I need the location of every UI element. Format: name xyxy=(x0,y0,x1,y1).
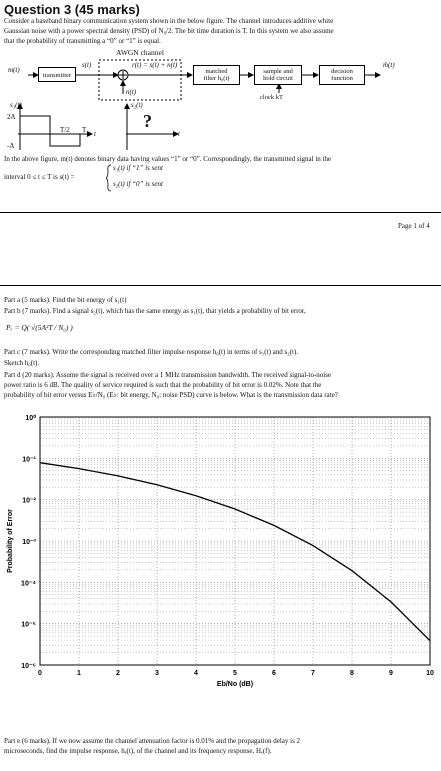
sample-hold-block xyxy=(254,65,302,85)
x-tick-label: 5 xyxy=(233,670,237,677)
x-tick-label: 6 xyxy=(272,670,276,677)
received-signal-label: r(t) = s(t) + n(t) xyxy=(132,61,178,69)
x-tick-label: 0 xyxy=(38,670,42,677)
x-tick-label: 4 xyxy=(194,670,198,677)
matched-filter-line-1: matched xyxy=(205,68,228,75)
y-tick-label: 10⁰ xyxy=(25,415,36,422)
transmitter-block: transmitter xyxy=(38,67,76,82)
x-axis-label: Eb/No (dB) xyxy=(216,681,254,688)
s2-time-axis: t xyxy=(178,130,180,138)
matched-filter-block xyxy=(193,65,240,85)
x-tick-label: 1 xyxy=(77,670,81,677)
s1-amplitude-negative: -A xyxy=(7,142,15,150)
page-separator-top xyxy=(0,212,441,213)
signal-description-line-1: In the above figure, m(t) denotes binary data having values “1” or “0”. Correspondingly, the transmitted signal in the xyxy=(4,155,332,163)
part-d-line-2: power ratio is 6 dB. The quality of service required is such that the probability of bit error is 0.02%. Note that the xyxy=(4,381,322,389)
part-c-line-2: Sketch h₀(t). xyxy=(4,359,40,367)
part-c-line-1: Part c (7 marks). Write the corresponding matched filter impulse response h₀(t) in terms of s₁(t) and s₂(t). xyxy=(4,348,299,356)
y-tick-label: 10⁻⁴ xyxy=(21,580,36,588)
signal-case-1: s₁(t) if “1” is sent xyxy=(113,164,163,172)
y-tick-label: 10⁻² xyxy=(22,497,36,505)
output-estimate-label: m̂(t) xyxy=(383,61,395,69)
part-e-line-1: Part e (6 marks). If we now assume the channel attenuation factor is 0.01% and the propagation delay is 2 xyxy=(4,737,301,745)
part-d-line-3: probability of bit error versus E♭/N₀ (E♭: bit energy, N₀: noise PSD) curve is below. What is the transmission data rate? xyxy=(4,391,338,399)
s1-time-axis: t xyxy=(94,130,96,138)
decision-line-1: decision xyxy=(331,68,353,75)
transmitted-signal-label: s(t) xyxy=(82,61,92,69)
s1-amplitude-positive: 2A xyxy=(7,113,16,121)
ber-chart xyxy=(0,405,441,725)
y-tick-label: 10⁻⁶ xyxy=(21,663,36,670)
page-separator-bottom xyxy=(0,285,441,286)
sample-hold-line-1: sample and xyxy=(263,68,293,75)
x-tick-label: 9 xyxy=(389,670,393,677)
x-tick-label: 8 xyxy=(350,670,354,677)
part-e-line-2: microseconds, find the impulse response, hₑ(t), of the channel and its frequency response, Hₑ(f). xyxy=(4,747,272,755)
y-tick-label: 10⁻⁵ xyxy=(21,621,36,629)
x-tick-label: 2 xyxy=(116,670,120,677)
s1-axis-label: s₁(t) xyxy=(10,101,22,109)
clock-label: clock kT xyxy=(260,94,283,101)
part-d-line-1: Part d (20 marks). Assume the signal is received over a 1 MHz transmission bandwidth. The received signal-to-noise xyxy=(4,371,332,379)
decision-function-block xyxy=(319,65,365,85)
s1-half-period-tick: T/2 xyxy=(60,126,70,134)
piecewise-brace xyxy=(106,164,112,192)
noise-label: n(t) xyxy=(126,88,137,96)
question-title: Question 3 (45 marks) xyxy=(4,2,140,17)
input-message-label: m(t) xyxy=(8,66,20,74)
sample-hold-line-2: hold circuit xyxy=(263,75,293,82)
decision-line-2: function xyxy=(331,75,353,82)
part-b-formula: Pₑ = Q( √(5A²T / N₀) ) xyxy=(6,323,73,332)
signal-description-line-2: interval 0 ≤ t ≤ T is s(t) = xyxy=(4,173,75,181)
y-tick-label: 10⁻¹ xyxy=(22,456,36,464)
part-a: Part a (5 marks). Find the bit energy of s₁(t) xyxy=(4,296,127,304)
intro-line-3: that the probability of transmitting a “0” or “1” is equal. xyxy=(4,37,161,45)
x-tick-label: 7 xyxy=(311,670,315,677)
intro-line-2: Gaussian noise with a power spectral density (PSD) of N₀/2. The bit time duration is T. In this system we also assume xyxy=(4,27,334,35)
matched-filter-line-2: filter h₀(t) xyxy=(203,75,230,82)
awgn-channel-label: AWGN channel xyxy=(116,48,164,57)
s1-period-tick: T xyxy=(82,126,87,134)
x-tick-label: 3 xyxy=(155,670,159,677)
s2-axis-label: s₂(t) xyxy=(131,101,143,109)
intro-line-1: Consider a baseband binary communication system shown in the below figure. The channel introduces additive white xyxy=(4,17,334,25)
x-tick-label: 10 xyxy=(426,670,434,677)
signal-case-2: s₂(t) if “0” is sent xyxy=(113,180,163,188)
page-number: Page 1 of 4 xyxy=(398,222,430,230)
y-tick-label: 10⁻³ xyxy=(22,539,36,546)
part-b: Part b (7 marks). Find a signal s₂(t), which has the same energy as s₁(t), that yields a probability of bit error, xyxy=(4,307,306,315)
y-axis-label: Probability of Error xyxy=(7,509,14,573)
s2-unknown-mark: ? xyxy=(143,111,152,131)
